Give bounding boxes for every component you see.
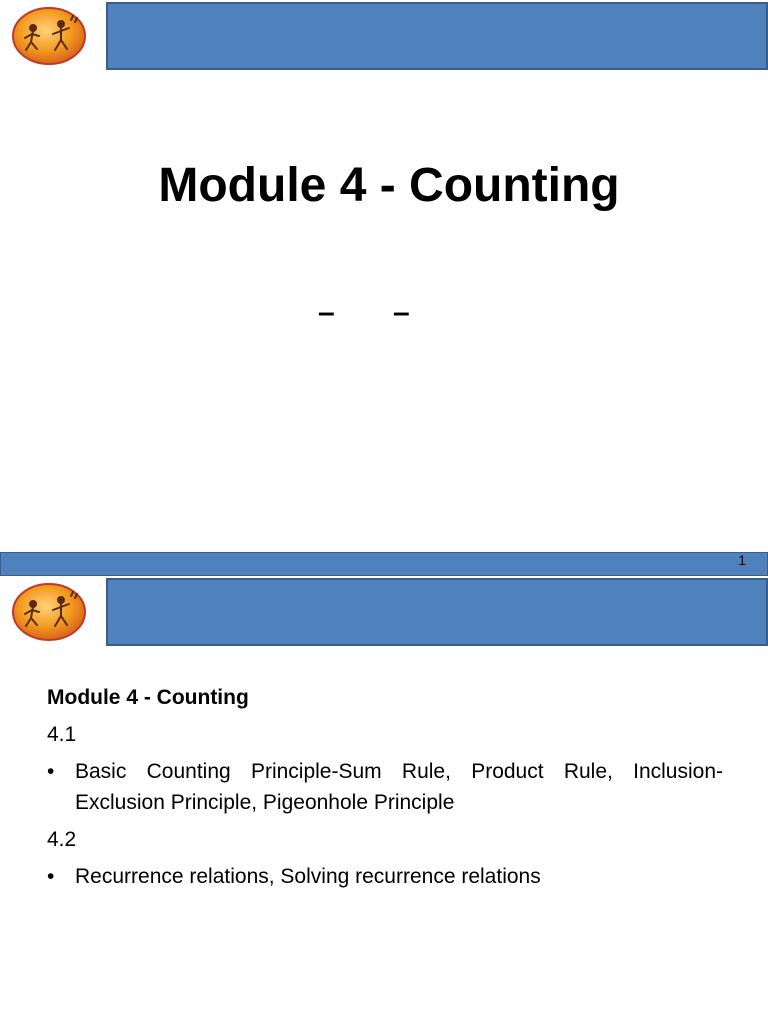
header-bar: [106, 578, 768, 646]
institute-logo-icon: [11, 6, 87, 66]
dash-left: –: [318, 296, 335, 329]
slide-title: Module 4 - Counting: [158, 159, 620, 212]
header-bar: [106, 2, 768, 70]
slide-content: [47, 682, 723, 898]
dash-right: –: [393, 296, 410, 329]
footer-bar: [0, 552, 768, 576]
bullet-icon: •: [47, 865, 55, 888]
section-label: 4.2: [47, 828, 77, 851]
bullet-item: [47, 756, 723, 818]
content-heading: Module 4 - Counting: [47, 686, 249, 709]
institute-logo-icon: [11, 582, 87, 642]
bullet-text: Basic Counting Principle-Sum Rule, Product Rule, Inclusion-Exclusion Principle, Pigeonhole Principle: [75, 760, 723, 814]
bullet-icon: •: [47, 760, 55, 783]
page-number: 1: [738, 552, 746, 568]
slide-2: [0, 576, 768, 1024]
section-label: 4.1: [47, 723, 77, 746]
bullet-item: [47, 861, 723, 892]
bullet-text: Recurrence relations, Solving recurrence relations: [75, 865, 541, 888]
